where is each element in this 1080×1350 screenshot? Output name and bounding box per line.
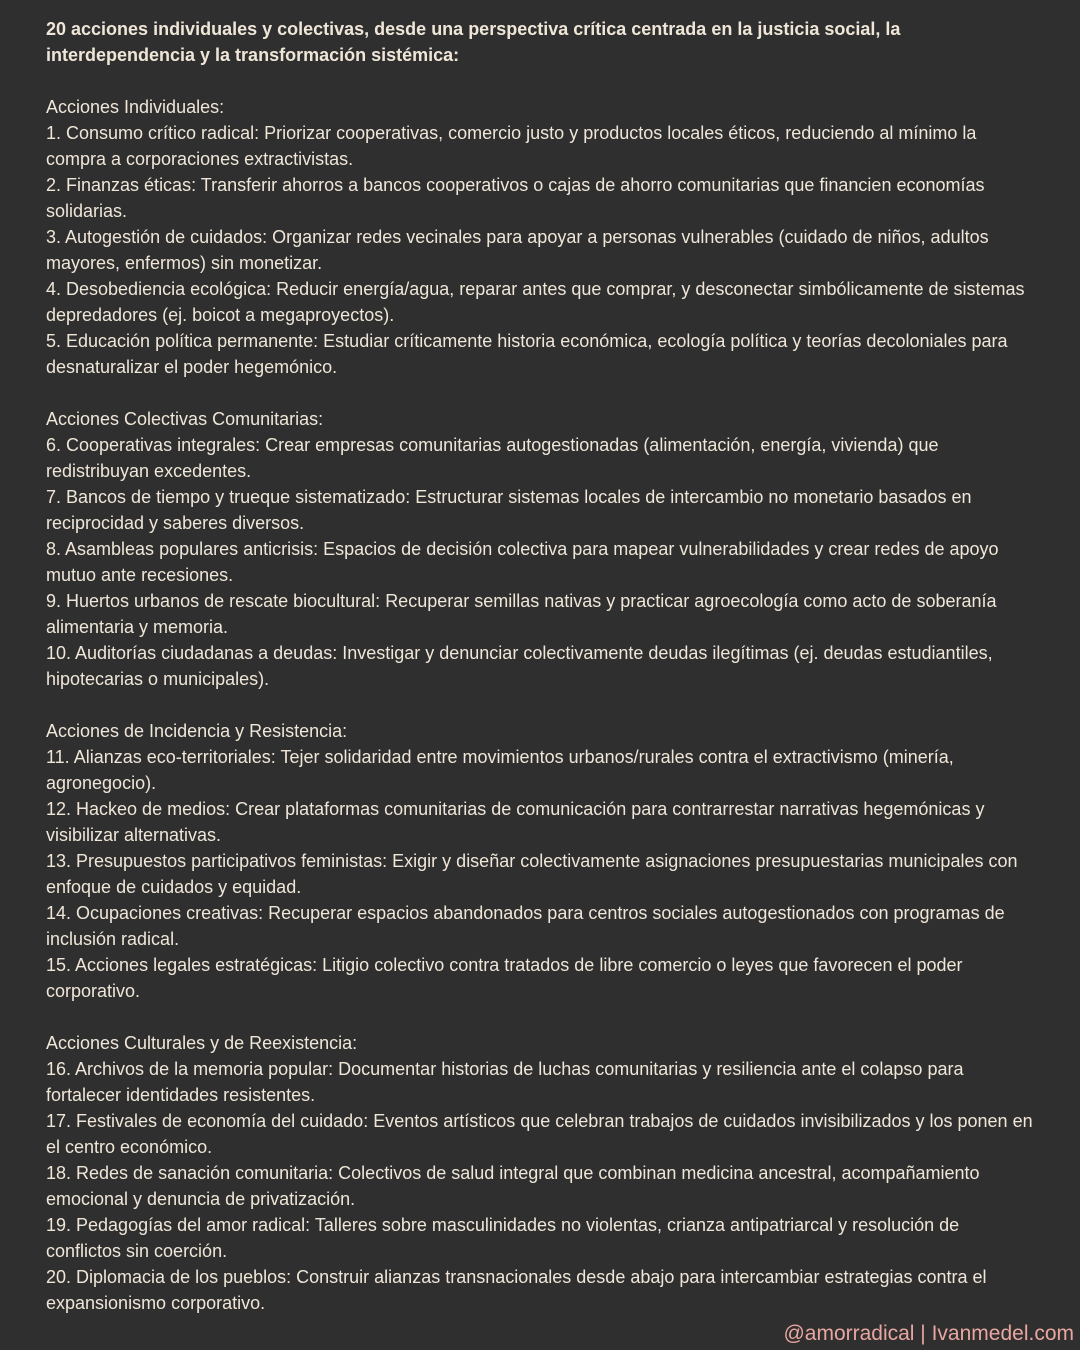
section-heading: Acciones Culturales y de Reexistencia: [46, 1033, 358, 1053]
list-item: 7. Bancos de tiempo y trueque sistematizado: Estructurar sistemas locales de intercambio no monetario basados en reciprocidad y saberes diversos. [46, 487, 972, 533]
section-community [46, 406, 1036, 692]
section-heading: Acciones de Incidencia y Resistencia: [46, 721, 348, 741]
list-item: 3. Autogestión de cuidados: Organizar redes vecinales para apoyar a personas vulnerables (cuidado de niños, adultos mayores, enfermos) sin monetizar. [46, 227, 989, 273]
list-item: 15. Acciones legales estratégicas: Litigio colectivo contra tratados de libre comercio o leyes que favorecen el poder corporativo. [46, 955, 963, 1001]
list-item: 13. Presupuestos participativos feministas: Exigir y diseñar colectivamente asignaciones presupuestarias municipales con enfoque de cuidados y equidad. [46, 851, 1018, 897]
list-item: 16. Archivos de la memoria popular: Documentar historias de luchas comunitarias y resiliencia ante el colapso para fortalecer identidades resistentes. [46, 1059, 964, 1105]
list-item: 5. Educación política permanente: Estudiar críticamente historia económica, ecología política y teorías decoloniales para desnaturalizar el poder hegemónico. [46, 331, 1008, 377]
list-item: 17. Festivales de economía del cuidado: Eventos artísticos que celebran trabajos de cuidados invisibilizados y los ponen en el centro económico. [46, 1111, 1033, 1157]
list-item: 2. Finanzas éticas: Transferir ahorros a bancos cooperativos o cajas de ahorro comunitarias que financien economías solidarias. [46, 175, 985, 221]
list-item: 19. Pedagogías del amor radical: Talleres sobre masculinidades no violentas, crianza antipatriarcal y resolución de conflictos sin coerción. [46, 1215, 960, 1261]
list-item: 1. Consumo crítico radical: Priorizar cooperativas, comercio justo y productos locales éticos, reduciendo al mínimo la compra a corporaciones extractivistas. [46, 123, 977, 169]
section-individual [46, 94, 1036, 380]
list-item: 14. Ocupaciones creativas: Recuperar espacios abandonados para centros sociales autogestionados con programas de inclusión radical. [46, 903, 1005, 949]
list-item: 8. Asambleas populares anticrisis: Espacios de decisión colectiva para mapear vulnerabilidades y crear redes de apoyo mutuo ante recesiones. [46, 539, 999, 585]
document-body [46, 16, 1036, 1316]
list-item: 10. Auditorías ciudadanas a deudas: Investigar y denunciar colectivamente deudas ilegítimas (ej. deudas estudiantiles, hipotecarias o municipales). [46, 643, 993, 689]
page-title: 20 acciones individuales y colectivas, desde una perspectiva crítica centrada en la justicia social, la interdependencia y la transformación sistémica: [46, 19, 901, 65]
section-heading: Acciones Colectivas Comunitarias: [46, 409, 324, 429]
list-item: 20. Diplomacia de los pueblos: Construir alianzas transnacionales desde abajo para intercambiar estrategias contra el expansionismo corporativo. [46, 1267, 987, 1313]
section-resistance [46, 718, 1036, 1004]
section-heading: Acciones Individuales: [46, 97, 225, 117]
section-cultural [46, 1030, 1036, 1316]
list-item: 18. Redes de sanación comunitaria: Colectivos de salud integral que combinan medicina ancestral, acompañamiento emocional y denuncia de privatización. [46, 1163, 980, 1209]
footer-credit: @amorradical | Ivanmedel.com [783, 1322, 1074, 1345]
list-item: 12. Hackeo de medios: Crear plataformas comunitarias de comunicación para contrarrestar narrativas hegemónicas y visibilizar alternativas. [46, 799, 985, 845]
list-item: 4. Desobediencia ecológica: Reducir energía/agua, reparar antes que comprar, y desconectar simbólicamente de sistemas depredadores (ej. boicot a megaproyectos). [46, 279, 1025, 325]
list-item: 6. Cooperativas integrales: Crear empresas comunitarias autogestionadas (alimentación, energía, vivienda) que redistribuyan excedentes. [46, 435, 939, 481]
list-item: 9. Huertos urbanos de rescate biocultural: Recuperar semillas nativas y practicar agroecología como acto de soberanía alimentaria y memoria. [46, 591, 997, 637]
list-item: 11. Alianzas eco-territoriales: Tejer solidaridad entre movimientos urbanos/rurales contra el extractivismo (minería, agronegocio). [46, 747, 954, 793]
